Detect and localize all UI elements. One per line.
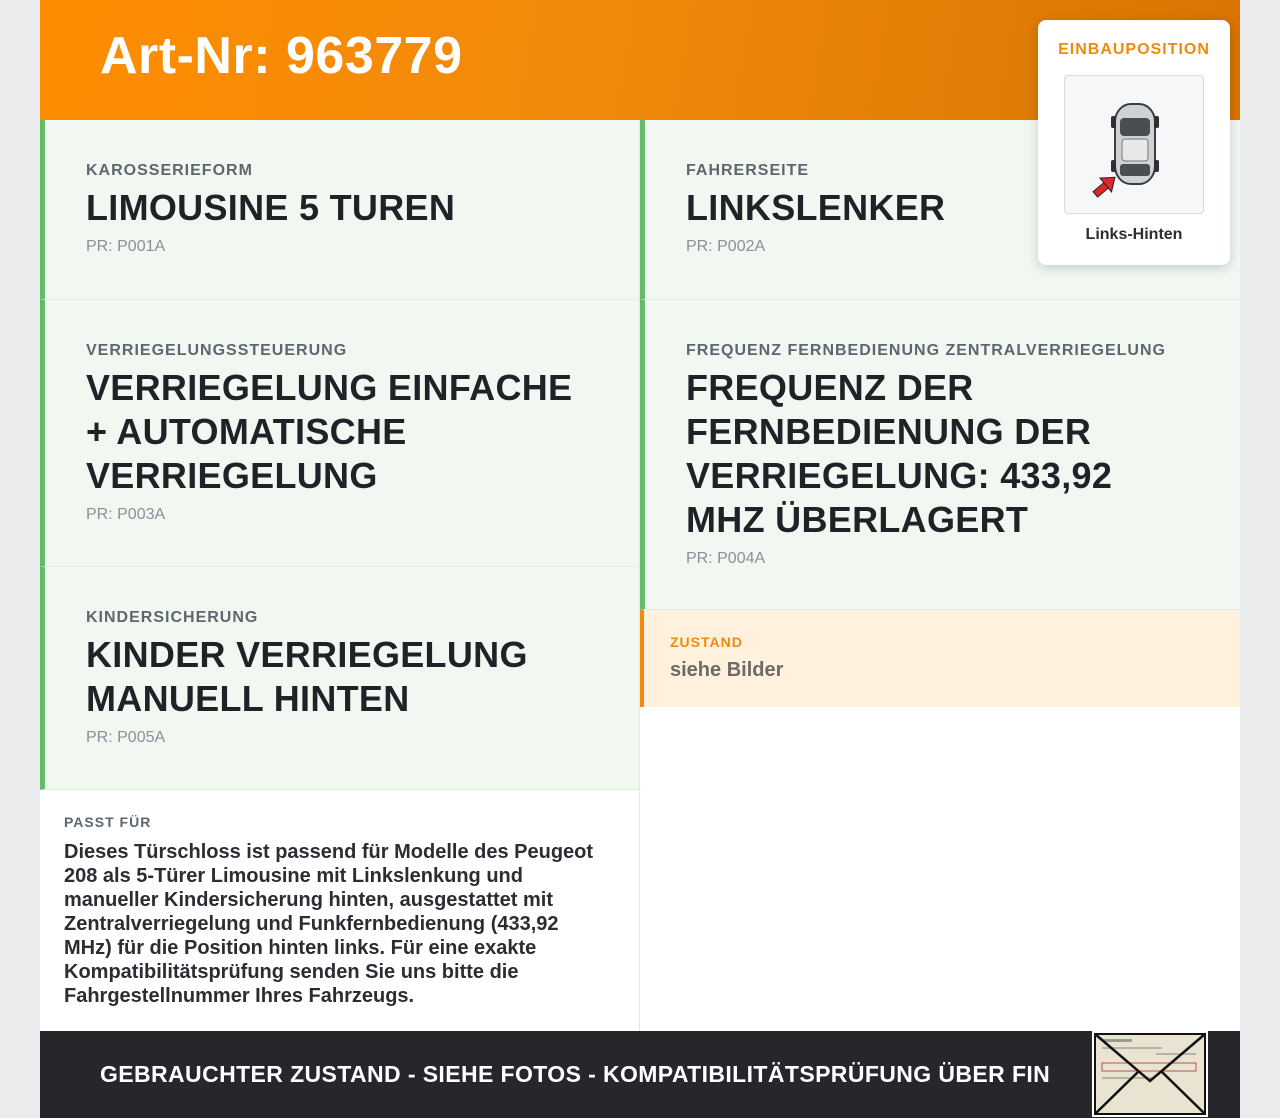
footer-text: GEBRAUCHTER ZUSTAND - SIEHE FOTOS - KOMPATIBILITÄTSPRÜFUNG ÜBER FIN [100, 1061, 1051, 1087]
spec-card-body-type [40, 120, 639, 300]
spec-value: VERRIEGELUNG EINFACHE + AUTOMATISCHE VERRIEGELUNG [86, 367, 573, 496]
spec-label: FREQUENZ FERNBEDIENUNG ZENTRALVERRIEGELUNG [686, 342, 1166, 359]
mounting-position-caption: Links-Hinten [1085, 226, 1183, 243]
car-top-view-icon [1065, 76, 1203, 213]
footer-bar [40, 1031, 1240, 1118]
spec-label: FAHRERSEITE [686, 162, 810, 179]
spec-label: KAROSSERIEFORM [86, 162, 253, 179]
left-column [40, 120, 640, 1031]
spec-pr-code: PR: P002A [686, 238, 766, 255]
spec-value: KINDER VERRIEGELUNG MANUELL HINTEN [86, 634, 528, 719]
car-position-image [1064, 75, 1204, 214]
spec-pr-code: PR: P004A [686, 550, 766, 567]
mounting-position-label: EINBAUPOSITION [1058, 41, 1210, 58]
condition-value: siehe Bilder [670, 659, 784, 681]
spec-card-remote-frequency [640, 300, 1240, 610]
product-sheet [40, 0, 1240, 1118]
fits-section [40, 790, 638, 1008]
spec-value: LIMOUSINE 5 TUREN [86, 187, 456, 228]
spec-value: LINKSLENKER [686, 187, 946, 228]
spec-label: VERRIEGELUNGSSTEUERUNG [86, 342, 348, 359]
envelope-icon [1094, 1033, 1206, 1115]
spec-pr-code: PR: P001A [86, 238, 166, 255]
mounting-position-card [1038, 20, 1230, 265]
fits-description: Dieses Türschloss ist passend für Modelle des Peugeot 208 als 5-Türer Limousine mit Linkslenkung und manueller Kindersicherung hinten, ausgestattet mit Zentralverriegelung und Funkfernbedienung (433,92 MHz) für die Position hinten links. Für eine exakte Kompatibilitätsprüfung senden Sie uns bitte die Fahrgestellnummer Ihres Fahrzeugs. [64, 841, 594, 1007]
spec-card-locking-control [40, 300, 639, 567]
article-number-title: Art-Nr: 963779 [100, 27, 463, 85]
spec-label: KINDERSICHERUNG [86, 609, 259, 626]
condition-label: ZUSTAND [670, 634, 743, 650]
spec-card-child-lock [40, 567, 639, 790]
condition-box [640, 610, 1240, 707]
vehicle-document-thumbnail[interactable] [1092, 1031, 1208, 1117]
spec-pr-code: PR: P005A [86, 729, 166, 746]
fits-label: PASST FÜR [64, 814, 152, 830]
spec-value: FREQUENZ DER FERNBEDIENUNG DER VERRIEGELUNG: 433,92 MHZ ÜBERLAGERT [686, 367, 1113, 540]
spec-pr-code: PR: P003A [86, 506, 166, 523]
